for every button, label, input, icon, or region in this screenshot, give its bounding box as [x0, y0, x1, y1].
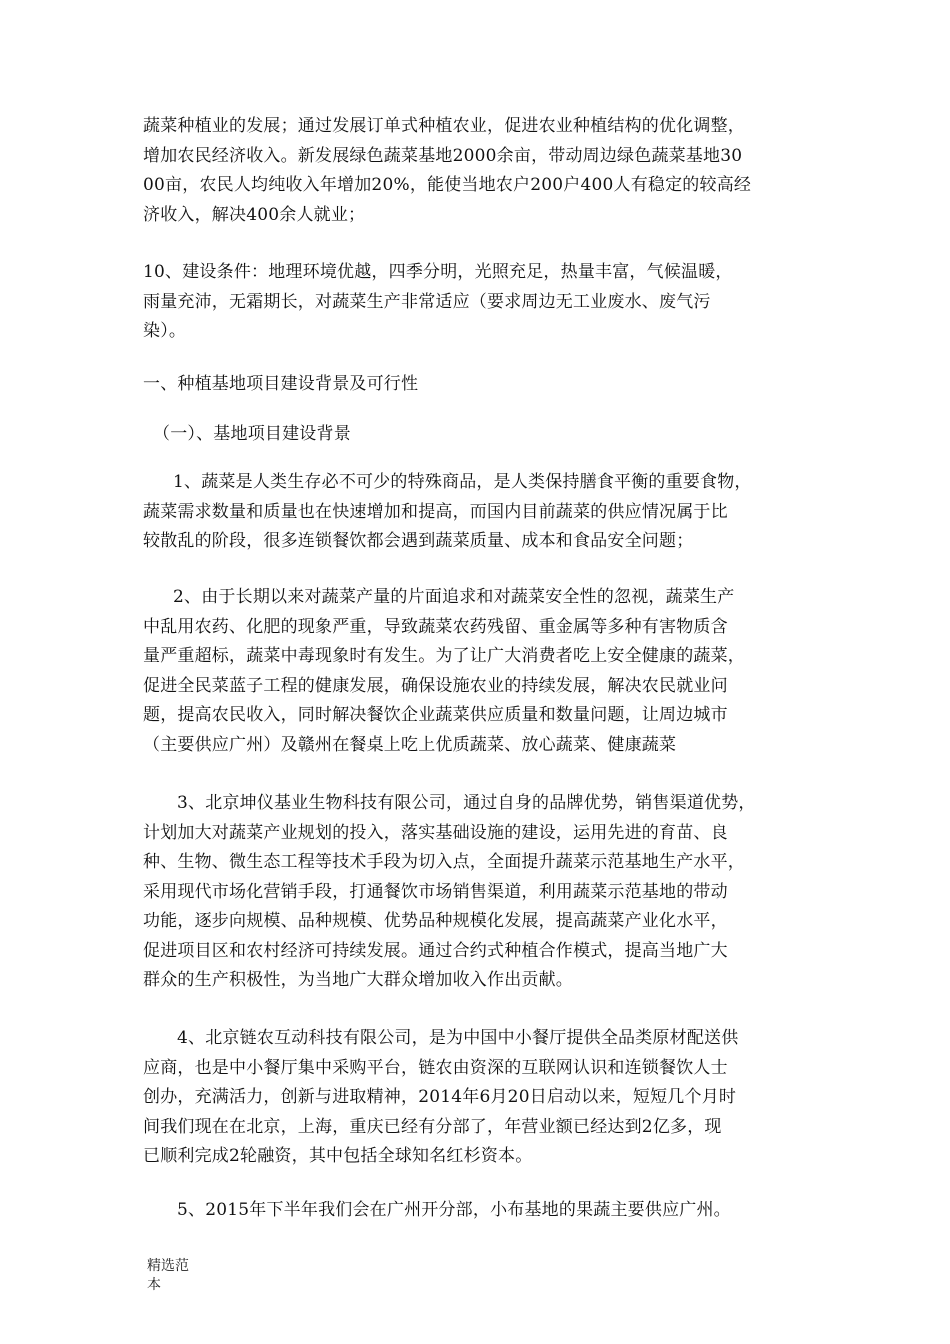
text-line: 增加农民经济收入。新发展绿色蔬菜基地2000余亩，带动周边绿色蔬菜基地30	[143, 145, 743, 166]
paragraph-p6	[143, 1196, 813, 1226]
text-line: 5、2015年下半年我们会在广州开分部，小布基地的果蔬主要供应广州。	[177, 1200, 731, 1220]
text-line: 量严重超标，蔬菜中毒现象时有发生。为了让广大消费者吃上安全健康的蔬菜，	[143, 646, 745, 666]
text-line: 3、北京坤仪基业生物科技有限公司，通过自身的品牌优势，销售渠道优势，	[177, 793, 756, 813]
text-line: 创办，充满活力，创新与进取精神，2014年6月20日启动以来，短短几个月时	[143, 1087, 737, 1107]
text-line: 采用现代市场化营销手段，打通餐饮市场销售渠道，利用蔬菜示范基地的带动	[143, 881, 728, 902]
text-line: 00亩，农民人均纯收入年增加20%，能使当地农户200户400人有稳定的较高经	[143, 175, 752, 195]
text-line: 种、生物、微生态工程等技术手段为切入点，全面提升蔬菜示范基地生产水平，	[143, 852, 745, 872]
text-line: 计划加大对蔬菜产业规划的投入，落实基础设施的建设，运用先进的育苗、良	[143, 822, 728, 843]
footer-line: 本	[147, 1277, 161, 1293]
paragraph-p4	[143, 789, 813, 996]
text-line: 10、建设条件：地理环境优越，四季分明，光照充足，热量丰富，气候温暖，	[143, 262, 733, 282]
paragraph-p2	[143, 468, 813, 557]
text-line: 促进全民菜蓝子工程的健康发展，确保设施农业的持续发展，解决农民就业问	[143, 675, 728, 696]
text-line: 染）。	[143, 321, 187, 341]
text-line: 间我们现在在北京，上海，重庆已经有分部了，年营业额已经达到2亿多，现	[143, 1116, 722, 1137]
text-line: 1、蔬菜是人类生存必不可少的特殊商品，是人类保持膳食平衡的重要食物，	[173, 472, 752, 492]
heading-line: （一）、基地项目建设背景	[153, 424, 351, 444]
text-line: （主要供应广州）及赣州在餐桌上吃上优质蔬菜、放心蔬菜、健康蔬菜	[143, 734, 677, 755]
text-line: 蔬菜种植业的发展；通过发展订单式种植农业，促进农业种植结构的优化调整，	[143, 116, 745, 136]
paragraph-p3	[143, 583, 813, 760]
text-line: 功能，逐步向规模、品种规模、优势品种规模化发展，提高蔬菜产业化水平，	[143, 911, 728, 931]
footer-line: 精选范	[147, 1258, 189, 1274]
paragraph-p0	[143, 112, 813, 230]
text-line: 蔬菜需求数量和质量也在快速增加和提高，而国内目前蔬菜的供应情况属于比	[143, 501, 728, 522]
heading-line: 一、种植基地项目建设背景及可行性	[143, 374, 419, 394]
text-line: 较散乱的阶段，很多连锁餐饮都会遇到蔬菜质量、成本和食品安全问题；	[143, 531, 694, 551]
text-line: 题，提高农民收入，同时解决餐饮企业蔬菜供应质量和数量问题，让周边城市	[143, 705, 728, 725]
text-line: 群众的生产积极性，为当地广大群众增加收入作出贡献。	[143, 970, 573, 990]
page-footer	[147, 1257, 189, 1295]
subsection-heading	[143, 420, 823, 450]
text-line: 应商，也是中小餐厅集中采购平台，链农由资深的互联网认识和连锁餐饮人士	[143, 1057, 728, 1078]
text-line: 4、北京链农互动科技有限公司，是为中国中小餐厅提供全品类原材配送供	[177, 1028, 739, 1048]
paragraph-p5	[143, 1024, 813, 1172]
text-line: 已顺利完成2轮融资，其中包括全球知名红杉资本。	[143, 1146, 533, 1166]
section-heading	[143, 370, 813, 400]
text-line: 雨量充沛，无霜期长，对蔬菜生产非常适应（要求周边无工业废水、废气污	[143, 291, 711, 312]
text-line: 中乱用农药、化肥的现象严重，导致蔬菜农药残留、重金属等多种有害物质含	[143, 616, 728, 637]
paragraph-p1	[143, 258, 813, 347]
text-line: 促进项目区和农村经济可持续发展。通过合约式种植合作模式，提高当地广大	[143, 940, 728, 961]
text-line: 济收入，解决400余人就业；	[143, 204, 366, 225]
text-line: 2、由于长期以来对蔬菜产量的片面追求和对蔬菜安全性的忽视，蔬菜生产	[173, 587, 735, 607]
